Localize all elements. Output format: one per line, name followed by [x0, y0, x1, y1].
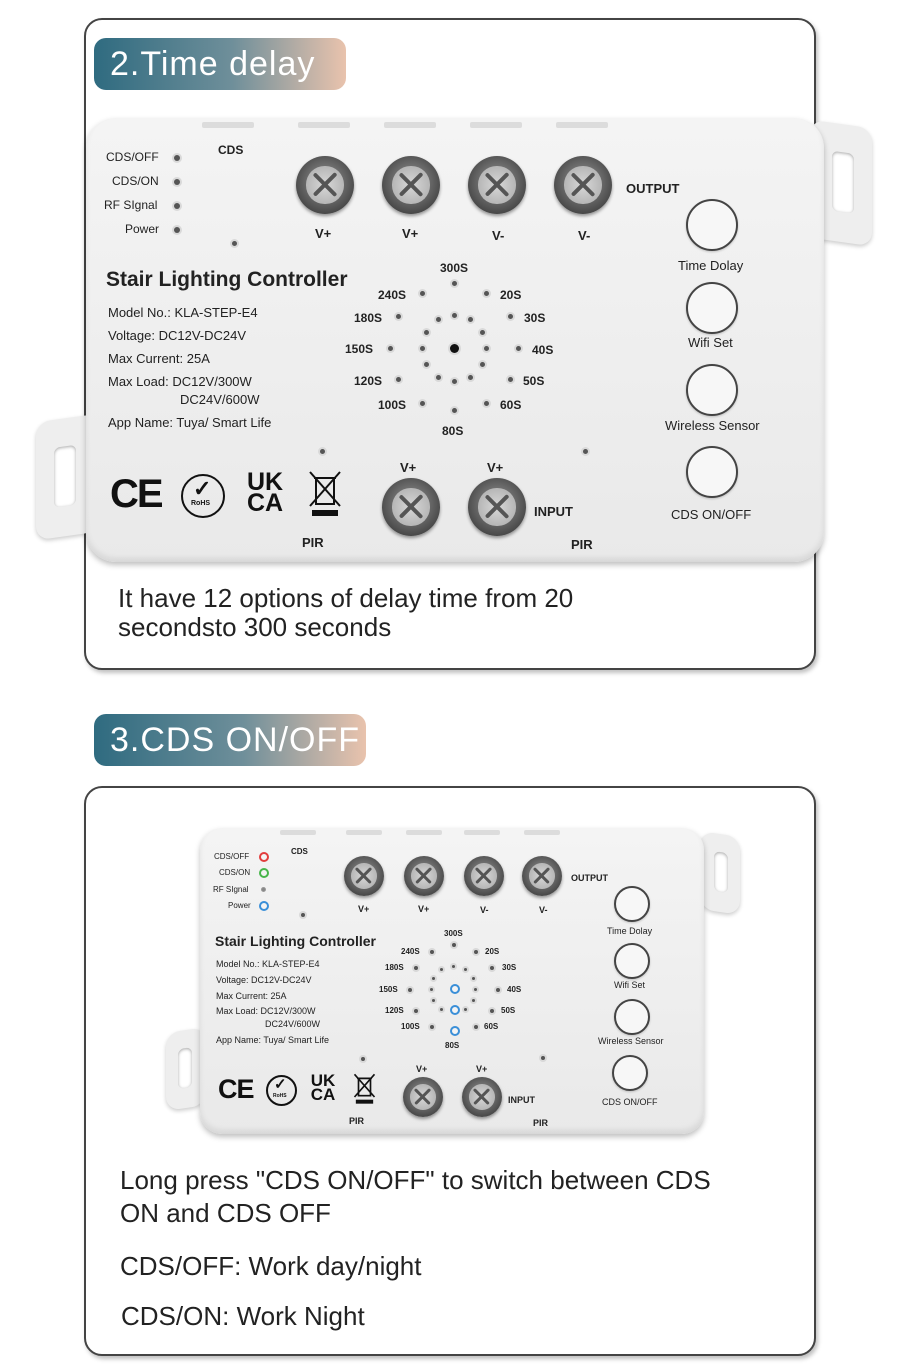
- delay-led: [440, 968, 443, 971]
- led-label-power: Power: [125, 222, 160, 236]
- delay-led-active: [450, 1005, 460, 1015]
- delay-option: 180S: [385, 963, 404, 972]
- mounting-ear-right: [700, 831, 740, 915]
- led-label-cds-off: CDS/OFF: [106, 150, 159, 164]
- input-terminal-screw: [403, 1077, 443, 1117]
- status-led-red: [259, 852, 269, 862]
- output-terminal-label: V+: [418, 904, 430, 914]
- pir-sensor-dot: [361, 1057, 365, 1061]
- delay-led: [430, 950, 434, 954]
- output-terminal-screw: [464, 856, 504, 896]
- pir-label: PIR: [349, 1116, 365, 1126]
- delay-led: [464, 968, 467, 971]
- cds-off-note: CDS/OFF: Work day/night: [120, 1251, 422, 1281]
- delay-led: [474, 1025, 478, 1029]
- spec-load-24v: DC24V/600W: [180, 392, 260, 407]
- spec-voltage: Voltage: DC12V-DC24V: [108, 328, 247, 343]
- wireless-sensor-button-label: Wireless Sensor: [665, 418, 760, 433]
- spec-load: Max Load: DC12V/300W: [216, 1006, 316, 1016]
- delay-led: [414, 1009, 418, 1013]
- time-delay-button[interactable]: [614, 886, 650, 922]
- delay-option: 150S: [379, 985, 398, 994]
- device-title: Stair Lighting Controller: [106, 268, 348, 291]
- input-terminal-label: V+: [416, 1064, 428, 1074]
- delay-option: 120S: [354, 374, 383, 388]
- ukca-top: UK: [310, 1071, 336, 1090]
- led-label-rf-signal: RF SIgnal: [213, 885, 249, 894]
- cds-onoff-button[interactable]: [612, 1055, 648, 1091]
- rohs-text: RoHS: [273, 1093, 287, 1099]
- delay-led: [452, 965, 455, 968]
- cds-onoff-button-label: CDS ON/OFF: [602, 1097, 658, 1107]
- delay-option: 180S: [354, 311, 383, 325]
- delay-option: 20S: [485, 947, 500, 956]
- cds-sensor-dot: [301, 913, 305, 917]
- weee-bin-icon: [353, 1073, 376, 1105]
- ce-mark: CE: [218, 1074, 254, 1104]
- input-terminal-label: V+: [476, 1064, 488, 1074]
- output-label: OUTPUT: [571, 873, 608, 883]
- input-label: INPUT: [534, 504, 573, 519]
- spec-current: Max Current: 25A: [108, 351, 210, 366]
- led-label-cds-on: CDS/ON: [112, 174, 159, 188]
- output-terminal-label: V-: [539, 905, 548, 915]
- input-terminal-label: V+: [487, 460, 504, 475]
- rohs-check-icon: ✓: [274, 1076, 287, 1093]
- delay-option: 120S: [385, 1006, 404, 1015]
- delay-led: [496, 988, 500, 992]
- spec-model: Model No.: KLA-STEP-E4: [216, 959, 320, 969]
- delay-option: 80S: [445, 1041, 460, 1050]
- ukca-bottom: CA: [246, 489, 284, 518]
- led-label-rf-signal: RF SIgnal: [104, 198, 158, 212]
- output-terminal-label: V+: [315, 226, 332, 241]
- delay-option: 60S: [484, 1022, 499, 1031]
- output-terminal-label: V+: [358, 904, 370, 914]
- led-label-cds-on: CDS/ON: [219, 868, 251, 877]
- delay-option: 300S: [444, 929, 463, 938]
- pir-sensor-dot: [541, 1056, 545, 1060]
- delay-led: [440, 1008, 443, 1011]
- section-heading-cds-onoff: 3.CDS ON/OFF: [94, 714, 366, 766]
- rohs-text: RoHS: [191, 500, 211, 507]
- delay-option: 30S: [502, 963, 517, 972]
- wireless-sensor-button[interactable]: [614, 999, 650, 1035]
- delay-option: 100S: [401, 1022, 420, 1031]
- delay-option: 50S: [501, 1006, 516, 1015]
- input-terminal-label: V+: [400, 460, 417, 475]
- delay-led: [474, 950, 478, 954]
- delay-option: 40S: [507, 985, 522, 994]
- caption-line: Long press "CDS ON/OFF" to switch between CDS: [120, 1165, 711, 1195]
- delay-option: 300S: [440, 261, 469, 275]
- spec-current: Max Current: 25A: [216, 991, 287, 1001]
- delay-option: 240S: [378, 288, 407, 302]
- delay-option: 30S: [524, 311, 546, 325]
- delay-option: 50S: [523, 374, 545, 388]
- delay-led: [452, 943, 456, 947]
- section-cds-caption: [120, 1164, 711, 1230]
- delay-led: [472, 977, 475, 980]
- device-title: Stair Lighting Controller: [215, 933, 376, 949]
- output-terminal-label: V-: [480, 905, 489, 915]
- delay-led: [430, 988, 433, 991]
- delay-led: [432, 977, 435, 980]
- delay-led: [464, 1008, 467, 1011]
- output-terminal-screw: [344, 856, 384, 896]
- spec-app: App Name: Tuya/ Smart Life: [108, 415, 272, 430]
- output-terminal-screw: [404, 856, 444, 896]
- delay-led: [408, 988, 412, 992]
- delay-option: 100S: [378, 398, 407, 412]
- time-delay-button-label: Time Dolay: [607, 926, 653, 936]
- output-terminal-label: V+: [402, 226, 419, 241]
- delay-option: 80S: [442, 424, 464, 438]
- spec-app: App Name: Tuya/ Smart Life: [216, 1035, 330, 1045]
- ukca-bottom: CA: [310, 1085, 336, 1105]
- cds-label: CDS: [291, 847, 308, 856]
- delay-led: [414, 966, 418, 970]
- pir-label: PIR: [571, 537, 593, 552]
- delay-led: [490, 1009, 494, 1013]
- delay-option: 150S: [345, 342, 374, 356]
- cds-on-note: CDS/ON: Work Night: [121, 1301, 365, 1331]
- delay-option: 20S: [500, 288, 522, 302]
- delay-led: [490, 966, 494, 970]
- delay-option: 40S: [532, 343, 554, 357]
- input-terminal-screw: [462, 1077, 502, 1117]
- delay-led-active: [450, 1026, 460, 1036]
- status-led-green: [259, 868, 269, 878]
- wifi-set-button[interactable]: [614, 943, 650, 979]
- output-terminal-label: V-: [492, 228, 505, 243]
- pir-label: PIR: [302, 535, 324, 550]
- status-led-off: [261, 887, 266, 892]
- caption-line: It have 12 options of delay time from 20: [118, 583, 574, 613]
- spec-voltage: Voltage: DC12V-DC24V: [216, 975, 312, 985]
- caption-line: secondsto 300 seconds: [118, 612, 392, 642]
- input-label: INPUT: [508, 1095, 535, 1105]
- rohs-check-icon: ✓: [193, 476, 212, 501]
- spec-model: Model No.: KLA-STEP-E4: [108, 305, 258, 320]
- time-delay-button-label: Time Dolay: [678, 258, 744, 273]
- delay-led: [430, 1025, 434, 1029]
- led-label-power: Power: [228, 901, 251, 910]
- ce-mark: CE: [110, 472, 162, 516]
- output-terminal-screw: [522, 856, 562, 896]
- cds-onoff-button-label: CDS ON/OFF: [671, 507, 752, 522]
- output-terminal-label: V-: [578, 228, 591, 243]
- spec-load-24v: DC24V/600W: [265, 1019, 321, 1029]
- status-led-blue: [259, 901, 269, 911]
- cds-label: CDS: [218, 143, 244, 157]
- delay-led: [432, 999, 435, 1002]
- ukca-mark: [307, 1071, 339, 1105]
- wireless-sensor-button-label: Wireless Sensor: [598, 1036, 664, 1046]
- delay-option: 240S: [401, 947, 420, 956]
- delay-option: 60S: [500, 398, 522, 412]
- wifi-set-button-label: Wifi Set: [688, 335, 733, 350]
- output-label: OUTPUT: [626, 181, 680, 196]
- section-heading-time-delay: 2.Time delay: [94, 38, 346, 90]
- delay-led: [472, 999, 475, 1002]
- pir-label: PIR: [533, 1118, 549, 1128]
- wifi-set-button-label: Wifi Set: [614, 980, 646, 990]
- spec-load: Max Load: DC12V/300W: [108, 374, 252, 389]
- led-label-cds-off: CDS/OFF: [214, 852, 250, 861]
- caption-line: ON and CDS OFF: [120, 1198, 331, 1228]
- delay-center-led-active: [450, 984, 460, 994]
- ukca-top: UK: [246, 468, 284, 496]
- delay-led: [474, 988, 477, 991]
